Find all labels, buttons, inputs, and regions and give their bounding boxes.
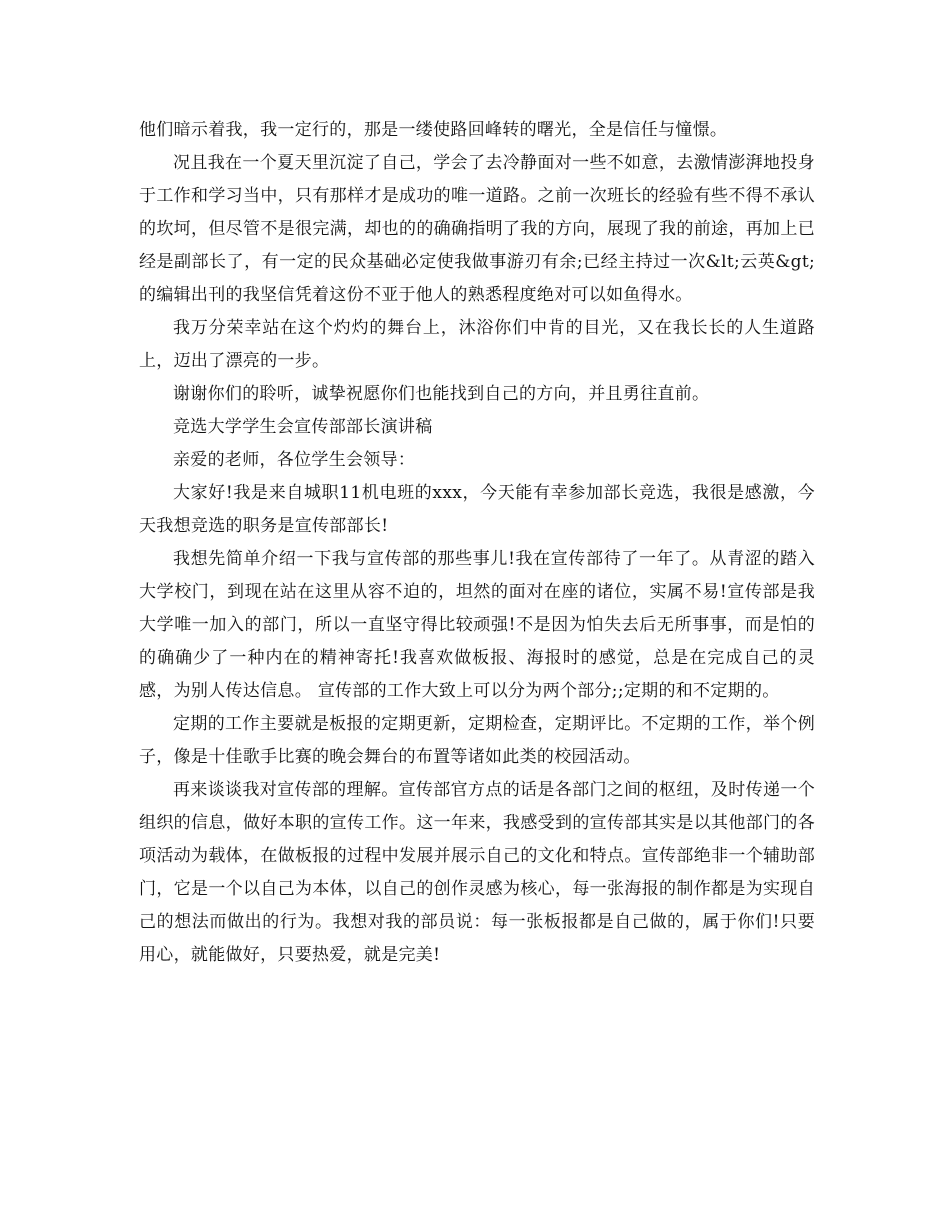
paragraph: 定期的工作主要就是板报的定期更新，定期检查，定期评比。不定期的工作，举个例子，像是十佳歌手比赛的晚会舞台的布置等诸如此类的校园活动。 bbox=[139, 714, 815, 767]
salutation: 亲爱的老师，各位学生会领导： bbox=[173, 450, 416, 470]
speech-title: 竞选大学学生会宣传部部长演讲稿 bbox=[173, 417, 433, 437]
paragraph: 我万分荣幸站在这个灼灼的舞台上，沐浴你们中肯的目光，又在我长长的人生道路上，迈出了漂亮的一步。 bbox=[139, 318, 815, 371]
paragraph-continuation: 他们暗示着我，我一定行的，那是一缕使路回峰转的曙光，全是信任与憧憬。 bbox=[139, 120, 728, 140]
paragraph: 我想先简单介绍一下我与宣传部的那些事儿!我在宣传部待了一年了。从青涩的踏入大学校门，到现在站在这里从容不迫的，坦然的面对在座的诸位，实属不易!宣传部是我大学唯一加入的部门，所以一直坚守得比较顽强!不是因为怕失去后无所事事，而是怕的的确确少了一种内在的精神寄托!我喜欢做板报、海报时的感觉，总是在完成自己的灵感，为别人传达信息。 宣传部的工作大致上可以分为两个部分;;定期的和不定期的。 bbox=[139, 549, 815, 701]
paragraph: 大家好!我是来自城职11机电班的xxx，今天能有幸参加部长竞选，我很是感激，今天我想竞选的职务是宣传部部长! bbox=[139, 483, 815, 536]
paragraph: 谢谢你们的聆听，诚挚祝愿你们也能找到自己的方向，并且勇往直前。 bbox=[173, 384, 710, 404]
paragraph: 再来谈谈我对宣传部的理解。宣传部官方点的话是各部门之间的枢纽，及时传递一个组织的信息，做好本职的宣传工作。这一年来，我感受到的宣传部其实是以其他部门的各项活动为载体，在做板报的过程中发展并展示自己的文化和特点。宣传部绝非一个辅助部门，它是一个以自己为本体，以自己的创作灵感为核心，每一张海报的制作都是为实现自己的想法而做出的行为。我想对我的部员说：每一张板报都是自己做的，属于你们!只要用心，就能做好，只要热爱，就是完美! bbox=[139, 780, 815, 965]
paragraph: 况且我在一个夏天里沉淀了自己，学会了去冷静面对一些不如意，去激情澎湃地投身于工作和学习当中，只有那样才是成功的唯一道路。之前一次班长的经验有些不得不承认的坎坷，但尽管不是很完满，却也的的确确指明了我的方向，展现了我的前途，再加上已经是副部长了，有一定的民众基础必定使我做事游刃有余;已经主持过一次&lt;云英&gt;的编辑出刊的我坚信凭着这份不亚于他人的熟悉程度绝对可以如鱼得水。 bbox=[139, 153, 815, 305]
document-body bbox=[139, 114, 815, 972]
